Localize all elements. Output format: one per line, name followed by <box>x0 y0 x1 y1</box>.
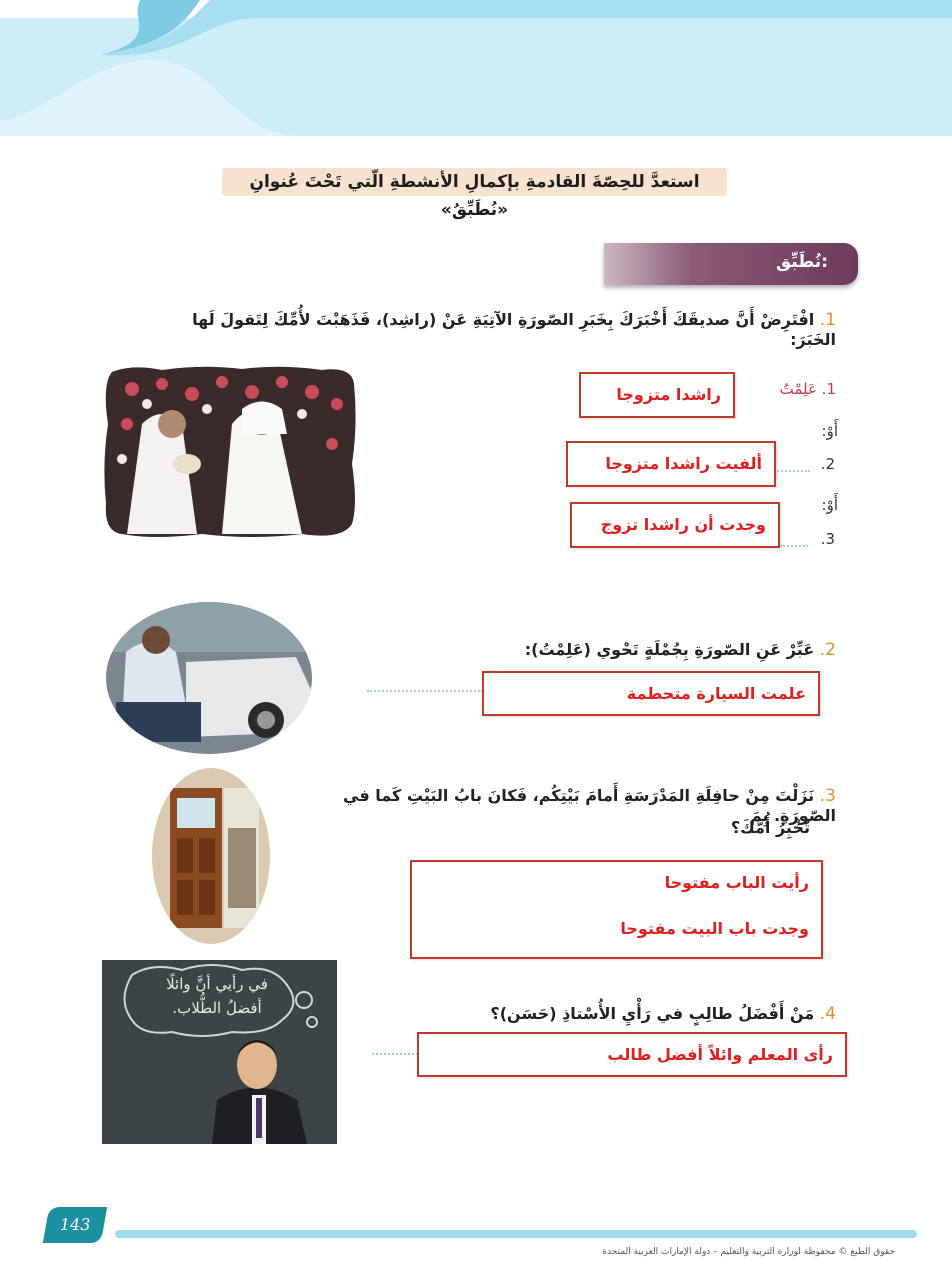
q4-dotline <box>372 1053 418 1055</box>
section-tab <box>604 243 858 285</box>
q1-dotline-3 <box>780 545 808 547</box>
q1-item-3-label: 3. <box>820 530 835 548</box>
question-text: مَنْ أَفْضَلُ طالِبٍ في رَأْيِ الأُسْتاذِ (حَسَن)؟ <box>490 1004 815 1023</box>
q3-answer[interactable] <box>410 860 823 959</box>
header-banner <box>0 0 952 140</box>
question-number: 2. <box>819 640 836 660</box>
question-number: 3. <box>819 786 836 806</box>
q1-dotline-2 <box>770 470 810 472</box>
car-accident-photo <box>106 602 312 754</box>
or-label-2: أَوْ: <box>821 496 838 514</box>
q3-answer-line-2: وجدت باب البيت مفتوحا <box>620 919 809 938</box>
q3-answer-line-1: رأيت الباب مفتوحا <box>664 873 809 892</box>
bubble-line-1: في رأيي أنَّ وائلًا <box>166 975 268 993</box>
thought-bubble-text <box>142 972 292 1020</box>
q1-item-2-label: 2. <box>820 455 835 473</box>
chalkboard-photo <box>102 960 337 1144</box>
question-1 <box>160 310 836 349</box>
q2-answer[interactable]: علمت السيارة متحطمة <box>482 671 820 716</box>
question-text-line-1: نَزَلْتَ مِنْ حافِلَةِ المَدْرَسَةِ أَمامَ بَيْتِكُم، فَكانَ بابُ البَيْتِ كَما في الصّورَةِ. بِمَ <box>343 786 836 825</box>
question-number: 4. <box>819 1004 836 1024</box>
q1-item-1-label: 1. عَلِمْتُ <box>779 380 836 398</box>
q1-answer-2[interactable]: ألفيت راشدا متزوجا <box>566 441 776 487</box>
copyright-text: حقوق الطبع © محفوظة لوزارة التربية والتعليم – دولة الإمارات العربية المتحدة <box>602 1247 895 1257</box>
question-3-line-2: تُخْبِرُ أُمَّكَ؟ <box>730 818 810 837</box>
q2-dotline <box>367 690 483 692</box>
footer-bar <box>115 1230 917 1238</box>
intro-banner: استعدَّ للحِصّةَ القادمةِ بإكمالِ الأنشطةِ الّتي تَحْتَ عُنوانِ «نُطَبِّقُ» <box>222 168 727 196</box>
q4-answer[interactable]: رأى المعلم وائلاً أفضل طالب <box>417 1032 847 1077</box>
question-4 <box>450 1004 836 1024</box>
question-2 <box>380 640 836 660</box>
q1-answer-3[interactable]: وجدت أن راشدا تزوج <box>570 502 780 548</box>
bubble-line-2: أفضلُ الطُّلاب. <box>172 999 262 1017</box>
question-number: 1. <box>819 310 836 330</box>
wedding-photo <box>102 364 358 540</box>
section-title: نُطَبِّق: <box>775 252 828 272</box>
open-door-photo <box>152 768 270 944</box>
q1-answer-1[interactable]: راشدا متزوجا <box>579 372 735 418</box>
question-text: عَبِّرْ عَنِ الصّورَةِ بِجُمْلَةٍ تَحْوي (عَلِمْتُ): <box>524 640 815 659</box>
or-label-1: أَوْ: <box>821 422 838 440</box>
question-text: افْتَرِضْ أَنَّ صديقَكَ أَخْبَرَكَ بِخَبَرِ الصّورَةِ الآتِيَةِ عَنْ (راشِد)، فَذَهَبْتَ لأُمِّكَ لِتَقولَ لَها الخَبَرَ: <box>192 310 836 349</box>
page-number: 143 <box>43 1207 107 1243</box>
